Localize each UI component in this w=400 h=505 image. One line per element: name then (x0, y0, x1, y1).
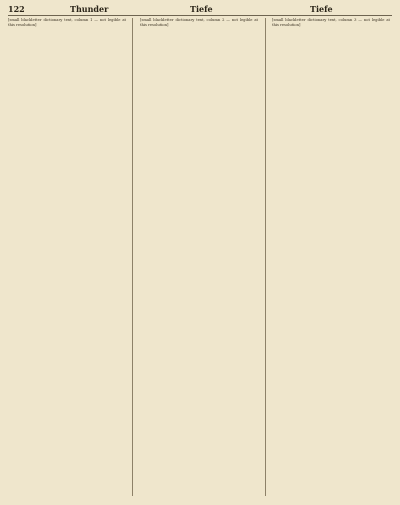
text-column-3: [small blackletter dictionary text, column 3 — not legible at this resolution] (272, 18, 390, 28)
header-word-right: Tiefe (310, 4, 333, 14)
header-word-middle: Tiefe (190, 4, 213, 14)
text-column-1: [small blackletter dictionary text, column 1 — not legible at this resolution] (8, 18, 126, 28)
text-column-2: [small blackletter dictionary text, column 2 — not legible at this resolution] (140, 18, 258, 28)
header-rule (8, 15, 392, 16)
page-number: 122 (8, 4, 25, 14)
column-divider-1 (132, 18, 133, 496)
header-word-left: Thunder (70, 4, 109, 14)
column-divider-2 (265, 18, 266, 496)
